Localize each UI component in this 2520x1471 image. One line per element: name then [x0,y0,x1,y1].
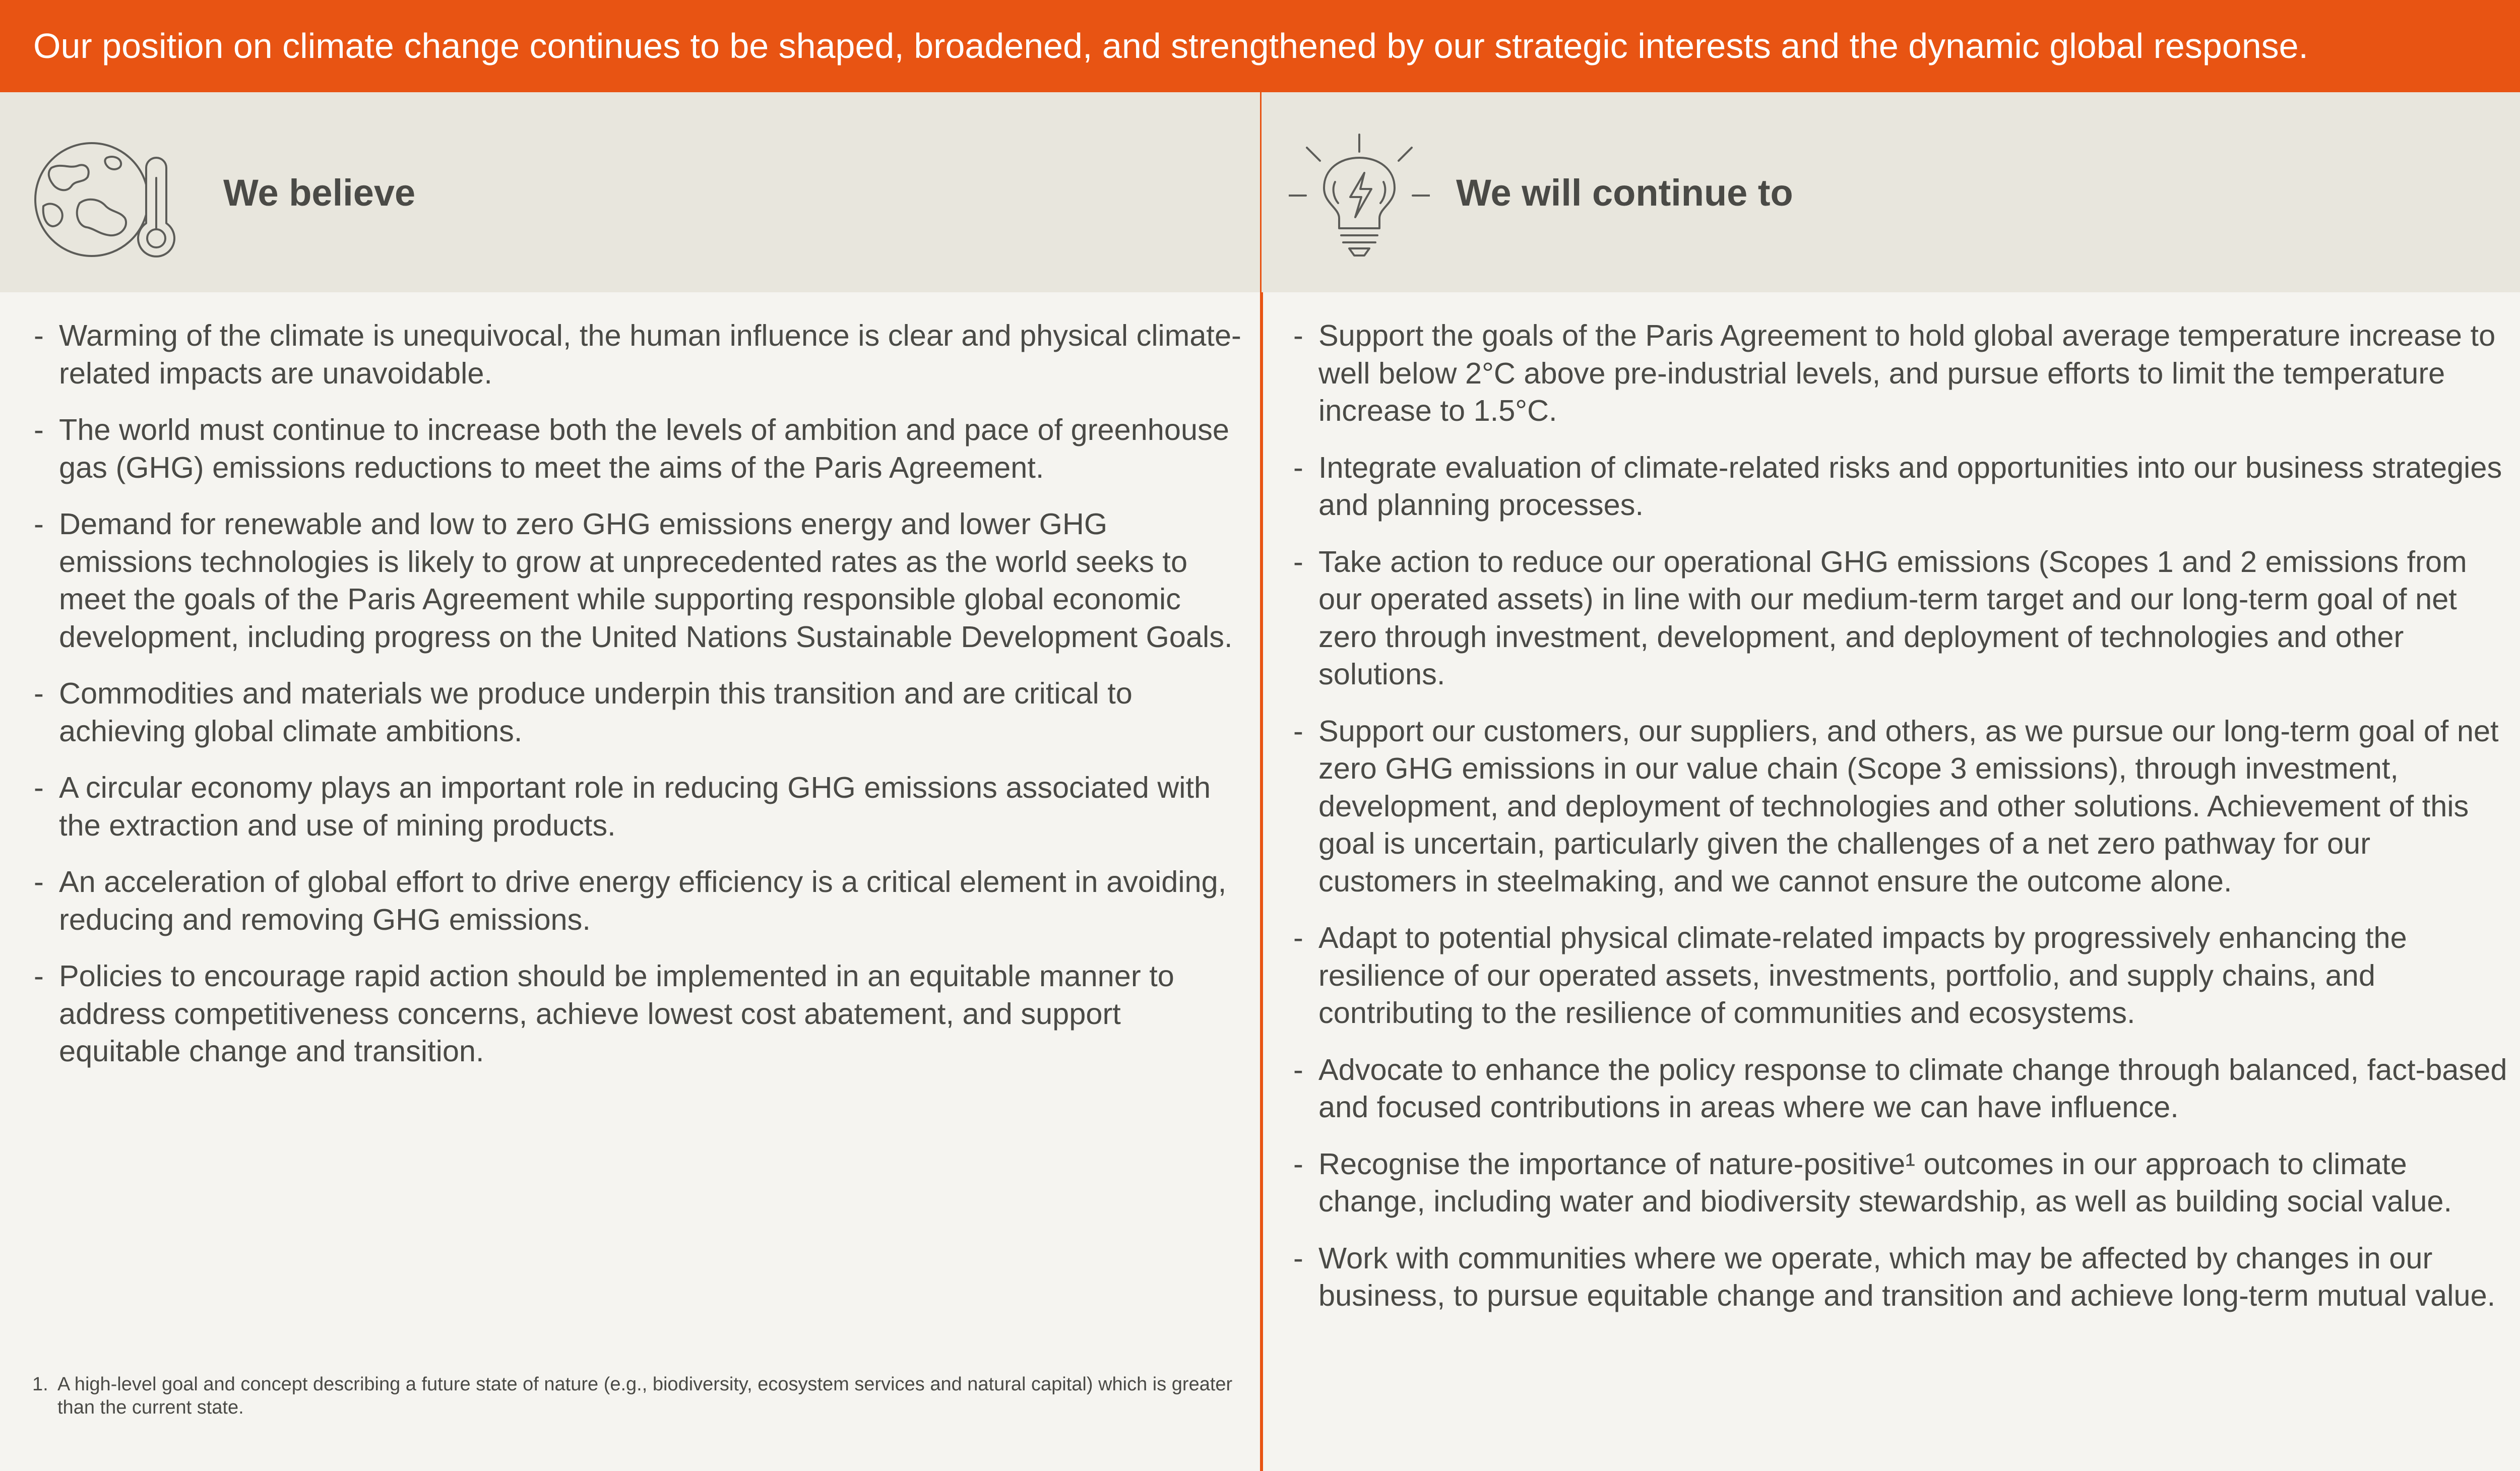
bullet-dash: - [34,318,44,352]
bullet-dash: - [34,771,44,804]
bullet-dash: - [34,676,44,710]
bullet-dash: - [1293,544,1303,579]
bullet-dash: - [1293,714,1303,748]
list-item-text: A circular economy plays an important role in reducing GHG emissions associated with the extraction and use of mining products. [59,771,1211,842]
list-item-text: Support the goals of the Paris Agreement to hold global average temperature increase to well below 2°C above pre-industrial levels, and pursue efforts to limit the temperature increase to 1.5°C. [1318,318,2496,427]
footnote [32,1373,1252,1419]
we-will-continue-header [1262,92,2520,292]
list-item [1293,317,2513,430]
bullet-dash: - [1293,1241,1303,1275]
list-item [1293,919,2513,1032]
bullet-dash: - [34,413,44,446]
list-item [34,675,1248,750]
list-item-text: Warming of the climate is unequivocal, the human influence is clear and physical climate-related impacts are unavoidable. [59,318,1241,390]
list-item [1293,449,2513,524]
list-item [34,317,1248,392]
footnote-number: 1. [32,1374,48,1395]
bullet-dash: - [1293,450,1303,484]
list-item-text: An acceleration of global effort to drive energy efficiency is a critical element in avoiding, reducing and removing GHG emissions. [59,865,1227,936]
list-item-text: The world must continue to increase both the levels of ambition and pace of greenhouse gas (GHG) emissions reductions to meet the aims of the Paris Agreement. [59,413,1229,484]
we-believe-header [0,92,1260,292]
list-item-text: Work with communities where we operate, which may be affected by changes in our business, to pursue equitable change and transition and achieve long-term mutual value. [1318,1241,2496,1312]
list-item-text: Support our customers, our suppliers, and others, as we pursue our long-term goal of net zero GHG emissions in our value chain (Scope 3 emissions), through investment, development, and deployment of technologies and other solutions. Achievement of this goal is uncertain, particularly given the challenges of a net zero pathway for our customers in steelmaking, and we cannot ensure the outcome alone. [1318,714,2499,898]
globe-thermometer-icon [31,138,182,264]
list-item [1293,1145,2513,1221]
lightbulb-energy-icon [1289,133,1430,259]
we-believe-list [34,317,1248,1090]
bullet-dash: - [34,959,44,993]
bullet-dash: - [1293,1146,1303,1181]
we-will-continue-column [1262,92,2520,1471]
list-item [34,411,1248,486]
list-item-text: Integrate evaluation of climate-related risks and opportunities into our business strategies and planning processes. [1318,450,2502,522]
bullet-dash: - [34,507,44,541]
list-item [1293,713,2513,901]
we-will-continue-list [1293,317,2513,1334]
list-item [1293,1240,2513,1315]
we-will-continue-title: We will continue to [1456,172,1793,214]
list-item [1293,543,2513,693]
list-item [34,863,1248,938]
list-item-text: Recognise the importance of nature-positive¹ outcomes in our approach to climate change, including water and biodiversity stewardship, as well as building social value. [1318,1146,2452,1218]
we-believe-title: We believe [223,172,416,214]
list-item [34,505,1248,656]
list-item-text: Take action to reduce our operational GHG emissions (Scopes 1 and 2 emissions from our operated assets) in line with our medium-term target and our long-term goal of net zero through investment, development, and deployment of technologies and other solutions. [1318,544,2467,691]
bullet-dash: - [34,865,44,899]
bullet-dash: - [1293,1052,1303,1086]
list-item-text: Commodities and materials we produce underpin this transition and are critical to achieving global climate ambitions. [59,676,1132,748]
bullet-dash: - [1293,921,1303,954]
we-believe-column [0,92,1260,1471]
list-item-text: Policies to encourage rapid action should be implemented in an equitable manner to address competitiveness concerns, achieve lowest cost abatement, and support equitable change and transition. [59,959,1174,1068]
list-item-text: Advocate to enhance the policy response to climate change through balanced, fact-based and focused contributions in areas where we can have influence. [1318,1052,2507,1124]
list-item [34,957,1248,1070]
footnote-text: A high-level goal and concept describing a future state of nature (e.g., biodiversity, ecosystem services and natural capital) which is greater than the current state. [57,1374,1233,1418]
list-item [34,769,1248,844]
list-item [1293,1051,2513,1126]
list-item-text: Adapt to potential physical climate-related impacts by progressively enhancing the resilience of our operated assets, investments, portfolio, and supply chains, and contributing to the resilience of communities and ecosystems. [1318,921,2407,1030]
page-banner: Our position on climate change continues to be shaped, broadened, and strengthened by our strategic interests and the dynamic global response. [0,0,2520,92]
list-item-text: Demand for renewable and low to zero GHG emissions energy and lower GHG emissions technologies is likely to grow at unprecedented rates as the world seeks to meet the goals of the Paris Agreement while supporting responsible global economic development, including progress on the United Nations Sustainable Development Goals. [59,507,1233,654]
bullet-dash: - [1293,318,1303,352]
